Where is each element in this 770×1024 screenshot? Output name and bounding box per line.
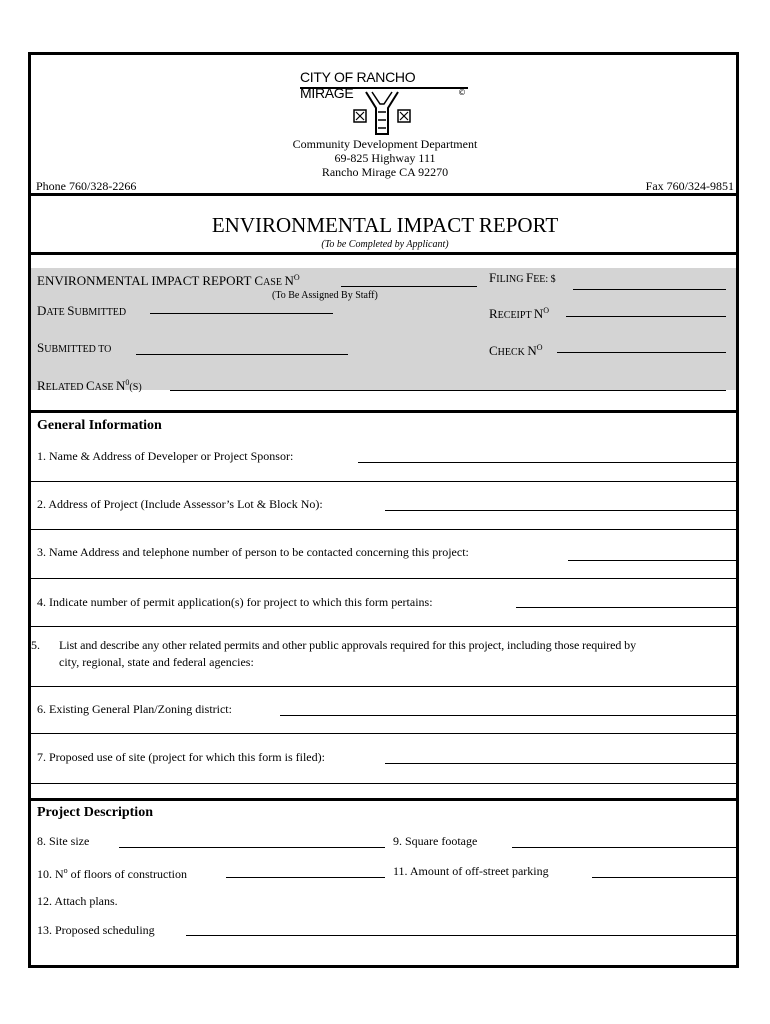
city-seal-icon — [322, 90, 442, 138]
q12-label: 12. Attach plans. — [37, 894, 118, 908]
q3-field[interactable] — [568, 560, 736, 561]
q10-field[interactable] — [226, 877, 385, 878]
q6-label: 6. Existing General Plan/Zoning district: — [37, 702, 232, 716]
q8-field[interactable] — [119, 847, 385, 848]
divider — [28, 252, 739, 255]
case-number-note: (To Be Assigned By Staff) — [272, 290, 378, 301]
case-number-label: ENVIRONMENTAL IMPACT REPORT CASE $N^O$ — [37, 273, 300, 288]
page-title: ENVIRONMENTAL IMPACT REPORT — [211, 213, 559, 237]
page-subtitle: (To be Completed by Applicant) — [321, 239, 449, 250]
dept-name: Community Development Department — [292, 137, 478, 151]
q1-label: 1. Name & Address of Developer or Project Sponsor: — [37, 449, 294, 463]
row-divider — [31, 481, 736, 482]
divider — [28, 798, 739, 801]
fax-number: Fax 760/324-9851 — [645, 179, 734, 193]
row-divider — [31, 578, 736, 579]
q10-label: 10. $N^o$ of floors of construction — [37, 866, 187, 881]
date-submitted-label: DATE SUBMITTED — [37, 303, 127, 318]
check-number-label: CHECK $N^O$ — [489, 343, 543, 358]
q7-label: 7. Proposed use of site (project for which this form is filed): — [37, 750, 325, 764]
related-case-label: RELATED CASE $N^0(S)$ — [37, 378, 142, 393]
general-info-heading: General Information — [37, 418, 162, 433]
q7-field[interactable] — [385, 763, 736, 764]
row-divider — [31, 733, 736, 734]
q13-field[interactable] — [186, 935, 736, 936]
row-divider — [31, 626, 736, 627]
receipt-number-field[interactable] — [566, 316, 726, 317]
city-logo: CITY OF RANCHO MIRAGE © — [296, 66, 472, 138]
dept-address-1: 69-825 Highway 111 — [334, 151, 436, 165]
q8-label: 8. Site size — [37, 834, 90, 848]
check-number-field[interactable] — [557, 352, 726, 353]
case-number-field[interactable] — [341, 286, 477, 287]
submitted-to-field[interactable] — [136, 354, 348, 355]
row-divider — [31, 783, 736, 784]
divider — [28, 193, 739, 196]
subtitle-text: To be Completed by Applicant — [324, 239, 446, 250]
q4-field[interactable] — [516, 607, 736, 608]
submitted-to-label: SUBMITTED TO — [37, 340, 112, 355]
row-divider — [31, 529, 736, 530]
q6-field[interactable] — [280, 715, 736, 716]
q5-label-line2: city, regional, state and federal agencies: — [59, 655, 254, 669]
filing-fee-label: FILING FEE: $ — [489, 270, 556, 285]
q11-field[interactable] — [592, 877, 736, 878]
q2-label: 2. Address of Project (Include Assessor’s Lot & Block No): — [37, 497, 323, 511]
q3-label: 3. Name Address and telephone number of person to be contacted concerning this project: — [37, 545, 469, 559]
receipt-number-label: RECEIPT $N^O$ — [489, 306, 550, 321]
q2-field[interactable] — [385, 510, 736, 511]
q1-field[interactable] — [358, 462, 736, 463]
q9-label: 9. Square footage — [393, 834, 478, 848]
project-description-heading: Project Description — [37, 805, 153, 820]
q11-label: 11. Amount of off-street parking — [393, 864, 549, 878]
dept-address-2: Rancho Mirage CA 92270 — [321, 165, 449, 179]
filing-fee-field[interactable] — [573, 289, 726, 290]
city-logo-text: CITY OF RANCHO MIRAGE — [300, 69, 416, 101]
q5-number: 5. — [31, 638, 40, 652]
q13-label: 13. Proposed scheduling — [37, 923, 155, 937]
divider — [28, 410, 739, 413]
phone-number: Phone 760/328-2266 — [36, 179, 137, 193]
q4-label: 4. Indicate number of permit application(s) for project to which this form pertains: — [37, 595, 433, 609]
related-case-field[interactable] — [170, 390, 726, 391]
q5-label-line1: List and describe any other related permits and other public approvals required for this project, including those required by — [59, 638, 636, 652]
date-submitted-field[interactable] — [150, 313, 333, 314]
q9-field[interactable] — [512, 847, 736, 848]
row-divider — [31, 686, 736, 687]
